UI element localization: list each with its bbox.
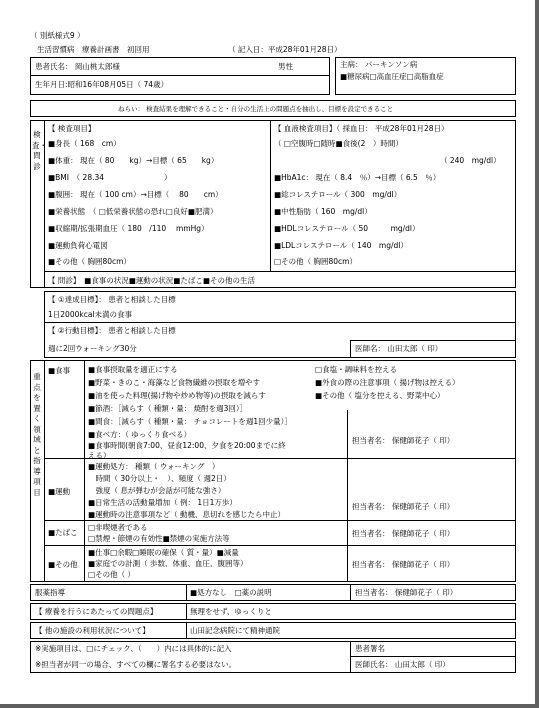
exercise-line-3: 強度（ 息が弾むが会話が可能な強さ） xyxy=(88,486,226,495)
blood-title: 【 血液検査項目】（ 採血日： 平成28年01月28日） xyxy=(274,124,449,133)
tobacco-line-2: □禁煙・節煙の有効性■禁煙の実施方法等 xyxy=(88,534,230,543)
diet-label: ■食事 xyxy=(48,366,71,375)
diet-right-1: □食塩・調味料を控える xyxy=(315,365,398,374)
exam-side-label: 検査・問診 xyxy=(32,130,47,171)
tobacco-line-1: □非喫煙者である xyxy=(88,523,148,532)
others-label: ■その他 xyxy=(48,560,78,569)
bp-item: ■収縮期/拡張期血圧（ 180 /110 mmHg） xyxy=(48,224,209,233)
achievement-goal-title: 【 ①達成目標】： 患者と相談した目標 xyxy=(48,295,176,304)
page-shadow-right xyxy=(535,0,539,708)
exercise-line-4: ■日常生活の活動量増加（ 例： 1日1万歩） xyxy=(88,498,237,507)
patient-signature-label: 患者署名 xyxy=(355,644,385,653)
ldl-item: ■LDLコレステロール（ 140 mg/dl） xyxy=(274,241,408,250)
facility-label: 【 他の施設の利用状況について】 xyxy=(35,626,150,635)
others-line-3: □その他（ ） xyxy=(88,570,135,579)
others-staff-signature: 担当者名： 保健師花子（ 印） xyxy=(352,560,455,569)
medication-value: ■処方なし □薬の説明 xyxy=(190,588,272,597)
height-item: ■身長（ 168 cm） xyxy=(48,139,121,148)
medication-staff-signature: 担当者名： 保健師花子（ 印） xyxy=(355,588,458,597)
note-2: ※担当者が同一の場合、すべての欄に署名する必要はない。 xyxy=(35,660,237,669)
facility-value: 山田記念病院にて精神通院 xyxy=(190,626,280,635)
diet-staff-signature: 担当者名： 保健師花子（ 印） xyxy=(352,436,455,445)
hdl-item: ■HDLコレステロール（ 50 mg/dl） xyxy=(274,224,420,233)
aim-text: ねらい： 検査結果を理解できること・自分の生活上の問題点を抽出し、目標を設定できること xyxy=(118,105,394,113)
exercise-line-1: ■運動処方： 種類（ ウォーキング ） xyxy=(88,462,220,471)
blood-other-item: □その他（ 胸囲80cm） xyxy=(274,257,357,266)
diet-right-2: ■外食の際の注意事項（ 揚げ物は控える） xyxy=(315,378,460,387)
triglyceride-item: ■中性脂肪（ 160 mg/dl） xyxy=(274,207,372,216)
focus-side-label: 重点を置く領域と指導項目 xyxy=(33,372,41,497)
doctor-signature: 医師名： 山田太郎（ 印） xyxy=(355,344,443,353)
problem-value: 無理をせず、ゆっくりと xyxy=(190,607,272,616)
patient-sex: 男性 xyxy=(278,62,293,71)
weight-item: ■体重： 現在（ 80 kg）→目標（ 65 kg） xyxy=(48,156,219,165)
diet-line-6: ■食べ方：（ ゆっくり食べる） xyxy=(88,430,192,439)
patient-dob: 生年月日:昭和16年08月05日（ 74歳） xyxy=(35,80,169,89)
ecg-item: ■運動負荷心電図 xyxy=(48,241,108,250)
final-doctor-signature: 医師氏名： 山田太郎（ 印） xyxy=(355,660,450,669)
exercise-line-2: 時間（ 30分以上・ ）、頻度（ 週2日） xyxy=(88,474,231,483)
blood-timing: （ □空腹時□随時■食後(2 ）時間） xyxy=(274,139,403,148)
diet-right-3: ■その他（ 塩分を控える、野菜中心） xyxy=(315,391,445,400)
tobacco-label: ■たばこ xyxy=(48,528,78,537)
diet-line-5: ■間食：［減らす（ 種類・量： チョコレートを週1回少量）］ xyxy=(88,417,292,426)
interview-line: 【 問診】 ■食事の状況■運動の状況■たばこ■その他の生活 xyxy=(48,276,255,285)
others-line-1: ■仕事□余暇□睡眠の確保（ 質・量）■減量 xyxy=(88,548,239,557)
exercise-line-5: ■運動時の注意事項など（ 動機、息切れを感じたら中止） xyxy=(88,510,285,519)
diet-line-2: ■野菜・きのこ・海藻など食物繊維の摂取を増やす xyxy=(88,378,261,387)
problem-label: 【 療養を行うにあたっての問題点】 xyxy=(35,607,158,616)
action-goal-title: 【 ②行動目標】： 患者と相談した目標 xyxy=(48,326,176,335)
document-type: 生活習慣病 療養計画書 初回用 xyxy=(37,45,150,54)
exam-title: 【 検査項目】 xyxy=(48,124,96,133)
form-label: （ 別紙様式9 ） xyxy=(30,31,85,40)
others-line-2: ■家庭での計測（ 歩数、体重、血圧、腹囲等） xyxy=(88,559,248,568)
total-cholesterol-item: ■総コレステロール（ 300 mg/dl） xyxy=(274,190,402,199)
entry-date: （ 記入日：平成28年01月28日） xyxy=(228,45,342,54)
bmi-item: ■BMI （ 28.34 ） xyxy=(48,173,172,182)
exam-other-item: ■その他（ 胸囲80cm） xyxy=(48,257,131,266)
page-shadow-bottom xyxy=(0,704,539,708)
main-disease: 主病： パーキンソン病 xyxy=(340,60,418,69)
action-goal-content: 週に2回ウォーキング30分 xyxy=(48,344,137,353)
diet-line-1: ■食事摂取量を適正にする xyxy=(88,365,178,374)
hba1c-item: ■HbA1c： 現在（ 8.4 ％）→目標（ 6.5 ％） xyxy=(274,173,441,182)
note-1: ※実施項目は、□にチェック、（ ）内には具体的に記入 xyxy=(35,644,232,653)
exercise-label: ■運動 xyxy=(48,487,71,496)
achievement-goal-content: 1日2000kcal未満の食事 xyxy=(48,310,133,319)
diet-line-4: ■節酒：［減らす（ 種類・量： 焼酎を週3回）］ xyxy=(88,404,248,413)
diet-line-7: ■食事時間(朝食7:00、昼食12:00、夕食を20:00までに終 xyxy=(88,441,286,450)
tobacco-staff-signature: 担当者名： 保健師花子（ 印） xyxy=(352,529,455,538)
diet-line-3: ■油を使った料理(揚げ物や炒め物等)の摂取を減らす xyxy=(88,391,266,400)
patient-name: 患者氏名： 岡山桃太郎様 xyxy=(35,62,120,71)
exercise-staff-signature: 担当者名： 保健師花子（ 印） xyxy=(352,502,455,511)
glucose-value: （ 240 mg/dl） xyxy=(440,156,501,165)
medication-label: 服薬指導 xyxy=(35,588,65,597)
waist-item: ■腹囲： 現在（ 100 cm）→目標（ 80 cm） xyxy=(48,190,223,199)
sub-diseases: ■糖尿病□高血圧症□高脂血症 xyxy=(340,72,444,81)
nutrition-item: ■栄養状態 （ □低栄養状態の恐れ□良好■肥満） xyxy=(48,207,218,216)
diet-line-8: える） xyxy=(88,451,111,460)
